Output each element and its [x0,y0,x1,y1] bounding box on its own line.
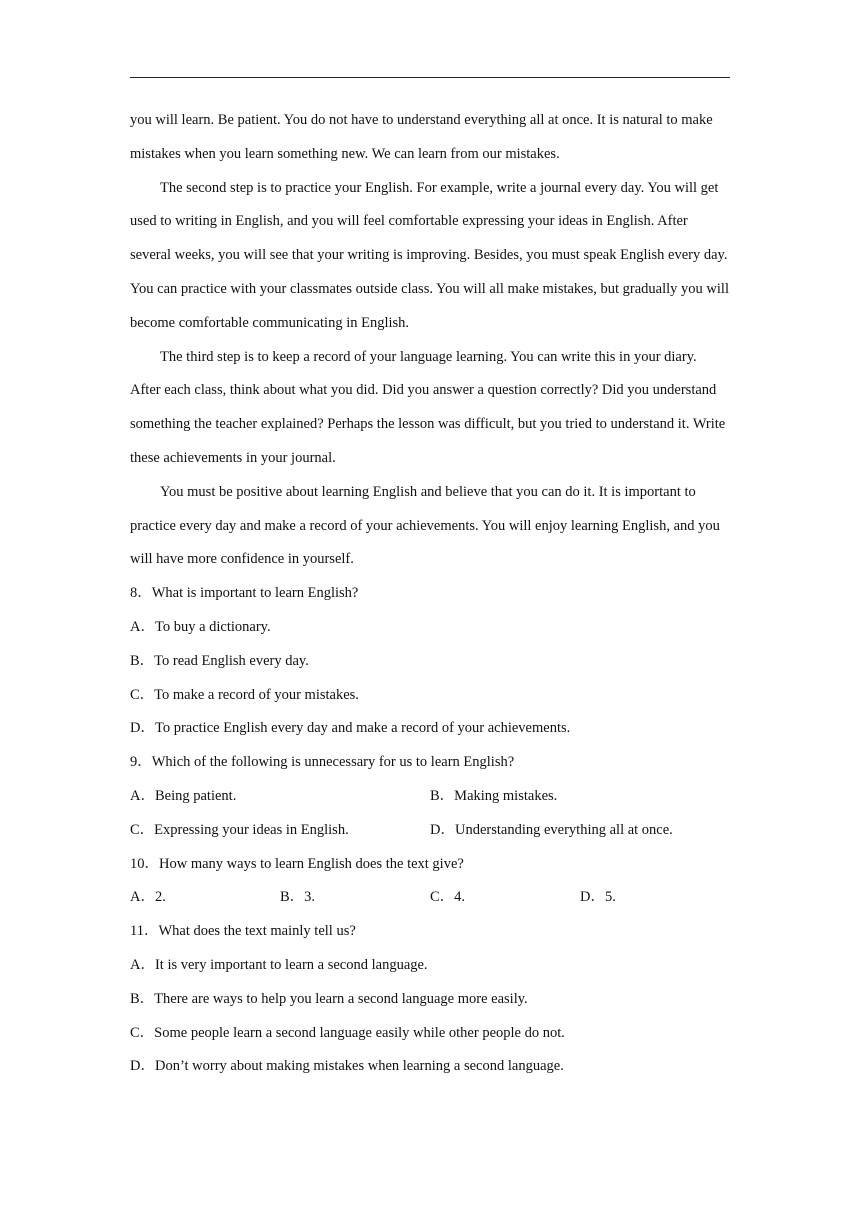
options-row-2 [130,814,730,848]
option-d: D．Understanding everything all at once. [430,821,673,838]
passage-paragraph-3: The third step is to keep a record of your language learning. You can write this in your diary. After each class, think about what you did. Did you answer a question correctly? Did you understand something the teacher explained? Perhaps the lesson was difficult, but you tried to understand it. Write these achievements in your journal. [130,348,726,466]
option-a: A．It is very important to learn a second language. [130,956,428,973]
option-a: A．To buy a dictionary. [130,618,271,635]
option-b: B．To read English every day. [130,652,309,669]
option-d: D．To practice English every day and make a record of your achievements. [130,720,571,737]
passage-paragraph-1: you will learn. Be patient. You do not have to understand everything all at once. It is natural to make mistakes when you learn something new. We can learn from our mistakes. [130,112,713,162]
question-10 [130,848,730,916]
option-c: C．To make a record of your mistakes. [130,686,359,703]
question-stem: 10．How many ways to learn English does the text give? [130,855,464,872]
question-9 [130,746,730,847]
option-d: D．Don’t worry about making mistakes when learning a second language. [130,1058,564,1075]
option-b: B．3. [280,889,316,906]
options-row [130,881,730,915]
option-a: A．Being patient. [130,787,237,804]
question-stem: 9．Which of the following is unnecessary for us to learn English? [130,754,515,771]
question-8 [130,577,730,746]
question-stem: 11．What does the text mainly tell us? [130,923,356,940]
option-b: B．There are ways to help you learn a second language more easily. [130,990,528,1007]
option-a: A．2. [130,889,166,906]
option-b: B．Making mistakes. [430,787,558,804]
option-d: D．5. [580,889,616,906]
header-rule [130,77,730,78]
passage-paragraph-2: The second step is to practice your English. For example, write a journal every day. You will get used to writing in English, and you will feel comfortable expressing your ideas in English. After several weeks, you will see that your writing is improving. Besides, you must speak English every day. You can practice with your classmates outside class. You will all make mistakes, but gradually you will become comfortable communicating in English. [130,179,729,331]
question-stem: 8．What is important to learn English? [130,585,359,602]
option-c: C．4. [430,889,466,906]
options-row-1 [130,780,730,814]
question-11 [130,915,730,1084]
option-c: C．Some people learn a second language easily while other people do not. [130,1024,565,1041]
document-body [130,104,730,1084]
option-c: C．Expressing your ideas in English. [130,821,349,838]
passage-paragraph-4: You must be positive about learning English and believe that you can do it. It is important to practice every day and make a record of your achievements. You will enjoy learning English, and you will have more confidence in yourself. [130,483,720,568]
